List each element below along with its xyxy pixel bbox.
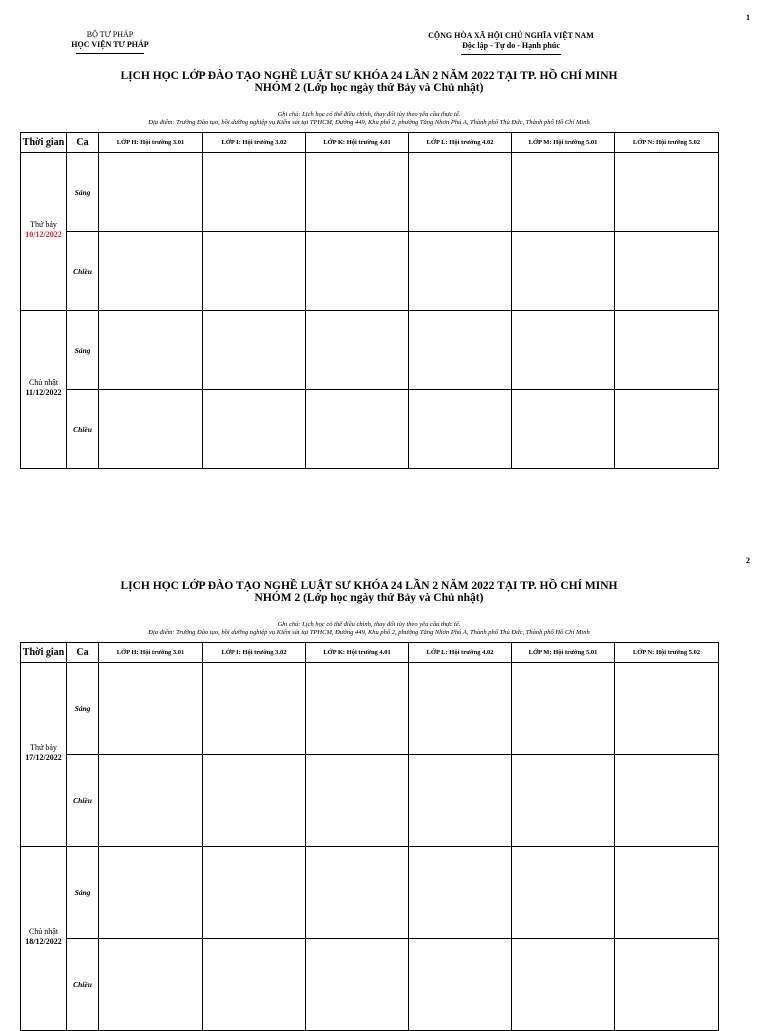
schedule-cell [99, 390, 203, 469]
schedule-cell [306, 663, 409, 755]
day-name: Thứ bảy [30, 743, 57, 752]
schedule-cell [512, 311, 615, 390]
col-header-class: LỚP M: Hội trường 5.01 [512, 133, 615, 153]
day-date: 18/12/2022 [25, 937, 62, 946]
schedule-cell [512, 847, 615, 939]
schedule-cell [615, 390, 719, 469]
document-notes [0, 621, 738, 637]
schedule-cell [99, 663, 203, 755]
schedule-cell [203, 663, 306, 755]
day-date: 11/12/2022 [25, 388, 62, 397]
academy-name: HỌC VIỆN TƯ PHÁP [71, 40, 149, 49]
document-title [0, 70, 738, 94]
col-header-class: LỚP M: Hội trường 5.01 [512, 643, 615, 663]
schedule-cell [203, 847, 306, 939]
document-title [0, 580, 738, 604]
schedule-cell [512, 153, 615, 232]
schedule-cell [99, 847, 203, 939]
day-cell [21, 663, 67, 847]
schedule-cell [409, 232, 512, 311]
schedule-cell [512, 755, 615, 847]
page-number: 1 [746, 13, 750, 22]
shift-afternoon: Chiều [67, 939, 99, 1031]
schedule-table [20, 132, 719, 469]
col-header-shift: Ca [67, 643, 99, 663]
schedule-cell [99, 755, 203, 847]
col-header-class: LỚP I: Hội trường 3.02 [203, 643, 306, 663]
schedule-cell [203, 153, 306, 232]
document-page-1 [0, 0, 768, 490]
schedule-cell [409, 663, 512, 755]
header-rule [461, 54, 561, 55]
col-header-class: LỚP L: Hội trường 4.02 [409, 133, 512, 153]
ministry-name: BỘ TƯ PHÁP [86, 30, 134, 39]
schedule-cell [615, 663, 719, 755]
schedule-cell [306, 755, 409, 847]
schedule-cell [409, 847, 512, 939]
schedule-cell [512, 939, 615, 1031]
col-header-shift: Ca [67, 133, 99, 153]
title-line-2: NHÓM 2 (Lớp học ngày thứ Bảy và Chủ nhật) [254, 592, 484, 604]
table-row [21, 153, 719, 232]
schedule-cell [615, 847, 719, 939]
page-number: 2 [746, 556, 750, 565]
shift-morning: Sáng [67, 663, 99, 755]
shift-afternoon: Chiều [67, 755, 99, 847]
schedule-cell [409, 153, 512, 232]
header-rule [76, 53, 144, 54]
schedule-cell [615, 939, 719, 1031]
national-motto: Độc lập - Tự do - Hạnh phúc [462, 41, 560, 50]
document-notes [0, 111, 738, 127]
day-cell [21, 311, 67, 469]
schedule-cell [99, 153, 203, 232]
schedule-cell [203, 232, 306, 311]
table-row [21, 390, 719, 469]
shift-morning: Sáng [67, 847, 99, 939]
table-header-row [21, 133, 719, 153]
col-header-class: LỚP N: Hội trường 5.02 [615, 133, 719, 153]
ministry-header [60, 30, 160, 54]
col-header-class: LỚP K: Hội trường 4.01 [306, 133, 409, 153]
table-header-row [21, 643, 719, 663]
schedule-table [20, 642, 719, 1031]
schedule-cell [615, 311, 719, 390]
day-cell [21, 153, 67, 311]
table-row [21, 232, 719, 311]
shift-morning: Sáng [67, 311, 99, 390]
schedule-cell [409, 939, 512, 1031]
schedule-cell [615, 153, 719, 232]
col-header-time: Thời gian [21, 643, 67, 663]
schedule-cell [615, 232, 719, 311]
schedule-cell [203, 390, 306, 469]
shift-afternoon: Chiều [67, 232, 99, 311]
col-header-class: LỚP H: Hội trường 3.01 [99, 643, 203, 663]
schedule-cell [306, 847, 409, 939]
shift-afternoon: Chiều [67, 390, 99, 469]
col-header-time: Thời gian [21, 133, 67, 153]
day-date: 10/12/2022 [25, 230, 62, 239]
schedule-cell [306, 311, 409, 390]
table-row [21, 847, 719, 939]
day-cell [21, 847, 67, 1031]
title-line-1: LỊCH HỌC LỚP ĐÀO TẠO NGHỀ LUẬT SƯ KHÓA 24 LẦN 2 NĂM 2022 TẠI TP. HỒ CHÍ MINH [120, 70, 618, 82]
table-row [21, 311, 719, 390]
day-name: Thứ bảy [30, 220, 57, 229]
title-line-2: NHÓM 2 (Lớp học ngày thứ Bảy và Chủ nhật) [254, 82, 484, 94]
schedule-cell [512, 663, 615, 755]
col-header-class: LỚP I: Hội trường 3.02 [203, 133, 306, 153]
col-header-class: LỚP N: Hội trường 5.02 [615, 643, 719, 663]
schedule-cell [306, 390, 409, 469]
schedule-cell [409, 390, 512, 469]
day-date: 17/12/2022 [25, 753, 62, 762]
col-header-class: LỚP K: Hội trường 4.01 [306, 643, 409, 663]
note-text: Ghi chú: Lịch học có thể điều chỉnh, thay đổi tùy theo yêu cầu thực tế. [277, 111, 461, 118]
schedule-cell [99, 311, 203, 390]
venue-text: Địa điểm: Trường Đào tạo, bồi dưỡng nghiệp vụ Kiểm sát tại TPHCM, Đường 449, Khu phố 2, phường Tăng Nhơn Phú A, Thành phố Thủ Đức, Thành phố Hồ Chí Minh [148, 119, 590, 126]
col-header-class: LỚP H: Hội trường 3.01 [99, 133, 203, 153]
day-name: Chủ nhật [28, 378, 59, 387]
national-header [420, 31, 602, 55]
schedule-cell [409, 311, 512, 390]
national-name: CỘNG HÒA XÃ HỘI CHỦ NGHĨA VIỆT NAM [428, 31, 594, 40]
schedule-cell [409, 755, 512, 847]
schedule-cell [615, 755, 719, 847]
schedule-cell [99, 939, 203, 1031]
day-name: Chủ nhật [28, 927, 59, 936]
schedule-cell [306, 153, 409, 232]
schedule-cell [203, 939, 306, 1031]
schedule-cell [99, 232, 203, 311]
schedule-cell [306, 232, 409, 311]
schedule-cell [512, 232, 615, 311]
col-header-class: LỚP L: Hội trường 4.02 [409, 643, 512, 663]
schedule-cell [512, 390, 615, 469]
schedule-cell [203, 755, 306, 847]
schedule-cell [306, 939, 409, 1031]
title-line-1: LỊCH HỌC LỚP ĐÀO TẠO NGHỀ LUẬT SƯ KHÓA 24 LẦN 2 NĂM 2022 TẠI TP. HỒ CHÍ MINH [120, 580, 618, 592]
schedule-cell [203, 311, 306, 390]
table-row [21, 939, 719, 1031]
table-row [21, 663, 719, 755]
shift-morning: Sáng [67, 153, 99, 232]
venue-text: Địa điểm: Trường Đào tạo, bồi dưỡng nghiệp vụ Kiểm sát tại TPHCM, Đường 449, Khu phố 2, phường Tăng Nhơn Phú A, Thành phố Thủ Đức, Thành phố Hồ Chí Minh [148, 629, 590, 636]
document-page-2 [0, 510, 768, 1024]
table-row [21, 755, 719, 847]
note-text: Ghi chú: Lịch học có thể điều chỉnh, thay đổi tùy theo yêu cầu thực tế. [277, 621, 461, 628]
